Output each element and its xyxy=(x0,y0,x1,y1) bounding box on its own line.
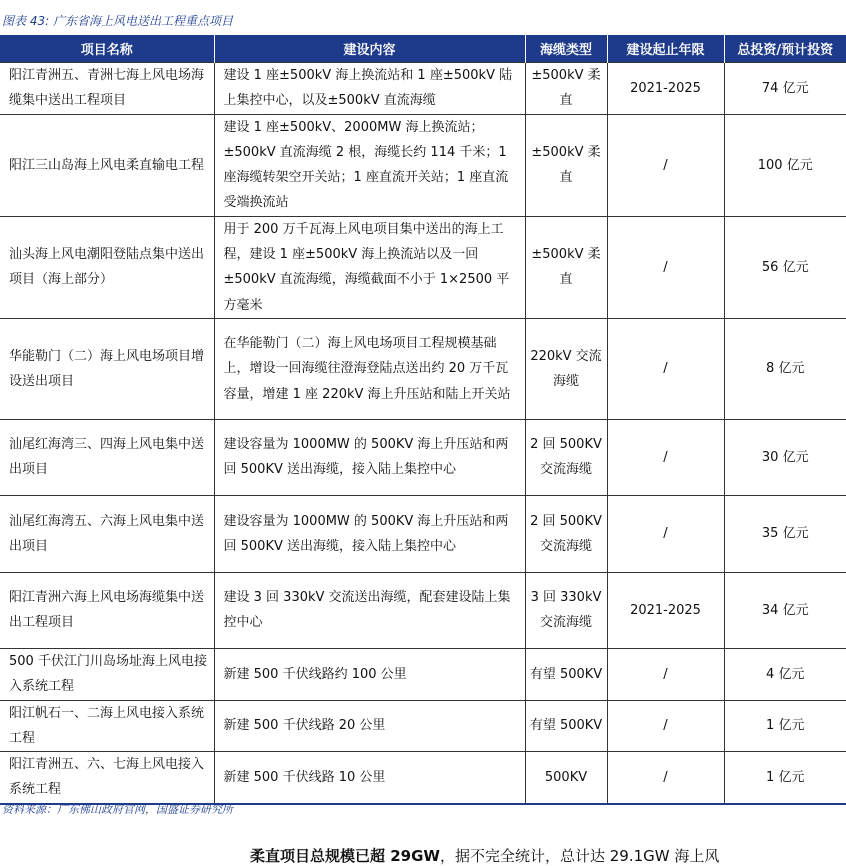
cell-years: / xyxy=(607,318,724,419)
table-row xyxy=(0,419,846,495)
cell-content: 建设 3 回 330kV 交流送出海缆，配套建设陆上集控中心 xyxy=(214,572,525,648)
table-header-row xyxy=(0,35,846,63)
cell-years: / xyxy=(607,419,724,495)
cell-content: 在华能勒门（二）海上风电场项目工程规模基础上，增设一回海缆往澄海登陆点送出约 20 万千瓦容量，增建 1 座 220kV 海上升压站和陆上开关站 xyxy=(214,318,525,419)
table-row xyxy=(0,318,846,419)
cell-content: 新建 500 千伏线路 20 公里 xyxy=(214,700,525,752)
table-row xyxy=(0,216,846,318)
table-row xyxy=(0,572,846,648)
project-table xyxy=(0,35,846,805)
table-row xyxy=(0,700,846,752)
cell-project-name: 阳江青洲六海上风电场海缆集中送出工程项目 xyxy=(0,572,214,648)
source-note: 资料来源：广东佛山政府官网，国盛证券研究所 xyxy=(2,803,233,816)
cell-project-name: 500 千伏江门川岛场址海上风电接入系统工程 xyxy=(0,648,214,700)
cell-project-name: 阳江青洲五、青洲七海上风电场海缆集中送出工程项目 xyxy=(0,63,214,115)
cell-years: / xyxy=(607,495,724,572)
cell-content: 新建 500 千伏线路约 100 公里 xyxy=(214,648,525,700)
table-row xyxy=(0,648,846,700)
cell-project-name: 汕头海上风电潮阳登陆点集中送出项目（海上部分） xyxy=(0,216,214,318)
cell-years: / xyxy=(607,114,724,216)
cell-project-name: 汕尾红海湾五、六海上风电集中送出项目 xyxy=(0,495,214,572)
cell-years: / xyxy=(607,216,724,318)
cell-project-name: 华能勒门（二）海上风电场项目增设送出项目 xyxy=(0,318,214,419)
cell-cable-type: 2 回 500KV 交流海缆 xyxy=(525,495,607,572)
cell-investment: 35 亿元 xyxy=(724,495,846,572)
header-years: 建设起止年限 xyxy=(607,35,724,63)
cell-years: 2021-2025 xyxy=(607,63,724,115)
cell-cable-type: ±500kV 柔直 xyxy=(525,63,607,115)
cell-content: 用于 200 万千瓦海上风电项目集中送出的海上工程，建设 1 座±500kV 海上换流站以及一回±500kV 直流海缆，海缆截面不小于 1×2500 平方毫米 xyxy=(214,216,525,318)
cell-project-name: 阳江帆石一、二海上风电接入系统工程 xyxy=(0,700,214,752)
cell-investment: 1 亿元 xyxy=(724,752,846,804)
cell-cable-type: ±500kV 柔直 xyxy=(525,216,607,318)
figure-caption: 图表 43: 广东省海上风电送出工程重点项目 xyxy=(2,14,233,28)
cell-cable-type: 有望 500KV xyxy=(525,648,607,700)
cell-investment: 34 亿元 xyxy=(724,572,846,648)
cell-cable-type: 220kV 交流海缆 xyxy=(525,318,607,419)
body-text: ，据不完全统计，总计达 29.1GW 海上风 xyxy=(439,847,720,865)
cell-investment: 74 亿元 xyxy=(724,63,846,115)
cell-project-name: 阳江青洲五、六、七海上风电接入系统工程 xyxy=(0,752,214,804)
cell-investment: 100 亿元 xyxy=(724,114,846,216)
cell-years: / xyxy=(607,752,724,804)
cell-investment: 1 亿元 xyxy=(724,700,846,752)
header-content: 建设内容 xyxy=(214,35,525,63)
cell-cable-type: 2 回 500KV 交流海缆 xyxy=(525,419,607,495)
cell-investment: 4 亿元 xyxy=(724,648,846,700)
cell-cable-type: 3 回 330kV 交流海缆 xyxy=(525,572,607,648)
header-investment: 总投资/预计投资 xyxy=(724,35,846,63)
cell-cable-type: 有望 500KV xyxy=(525,700,607,752)
cell-years: 2021-2025 xyxy=(607,572,724,648)
cell-content: 建设容量为 1000MW 的 500KV 海上升压站和两回 500KV 送出海缆，接入陆上集控中心 xyxy=(214,419,525,495)
cell-project-name: 汕尾红海湾三、四海上风电集中送出项目 xyxy=(0,419,214,495)
table-row xyxy=(0,63,846,115)
cell-investment: 30 亿元 xyxy=(724,419,846,495)
cell-years: / xyxy=(607,700,724,752)
cell-investment: 56 亿元 xyxy=(724,216,846,318)
cell-cable-type: ±500kV 柔直 xyxy=(525,114,607,216)
cell-years: / xyxy=(607,648,724,700)
cell-investment: 8 亿元 xyxy=(724,318,846,419)
cell-content: 建设 1 座±500kV 海上换流站和 1 座±500kV 陆上集控中心，以及±500kV 直流海缆 xyxy=(214,63,525,115)
table-row xyxy=(0,495,846,572)
cell-content: 建设容量为 1000MW 的 500KV 海上升压站和两回 500KV 送出海缆，接入陆上集控中心 xyxy=(214,495,525,572)
table-row xyxy=(0,114,846,216)
body-paragraph xyxy=(250,845,719,866)
cell-content: 新建 500 千伏线路 10 公里 xyxy=(214,752,525,804)
cell-cable-type: 500KV xyxy=(525,752,607,804)
body-bold-lead: 柔直项目总规模已超 29GW xyxy=(250,847,440,865)
header-cable-type: 海缆类型 xyxy=(525,35,607,63)
cell-content: 建设 1 座±500kV、2000MW 海上换流站；±500kV 直流海缆 2 根，海缆长约 114 千米；1 座海缆转架空开关站；1 座直流开关站；1 座直流受端换流站 xyxy=(214,114,525,216)
header-project-name: 项目名称 xyxy=(0,35,214,63)
cell-project-name: 阳江三山岛海上风电柔直输电工程 xyxy=(0,114,214,216)
table-row xyxy=(0,752,846,804)
